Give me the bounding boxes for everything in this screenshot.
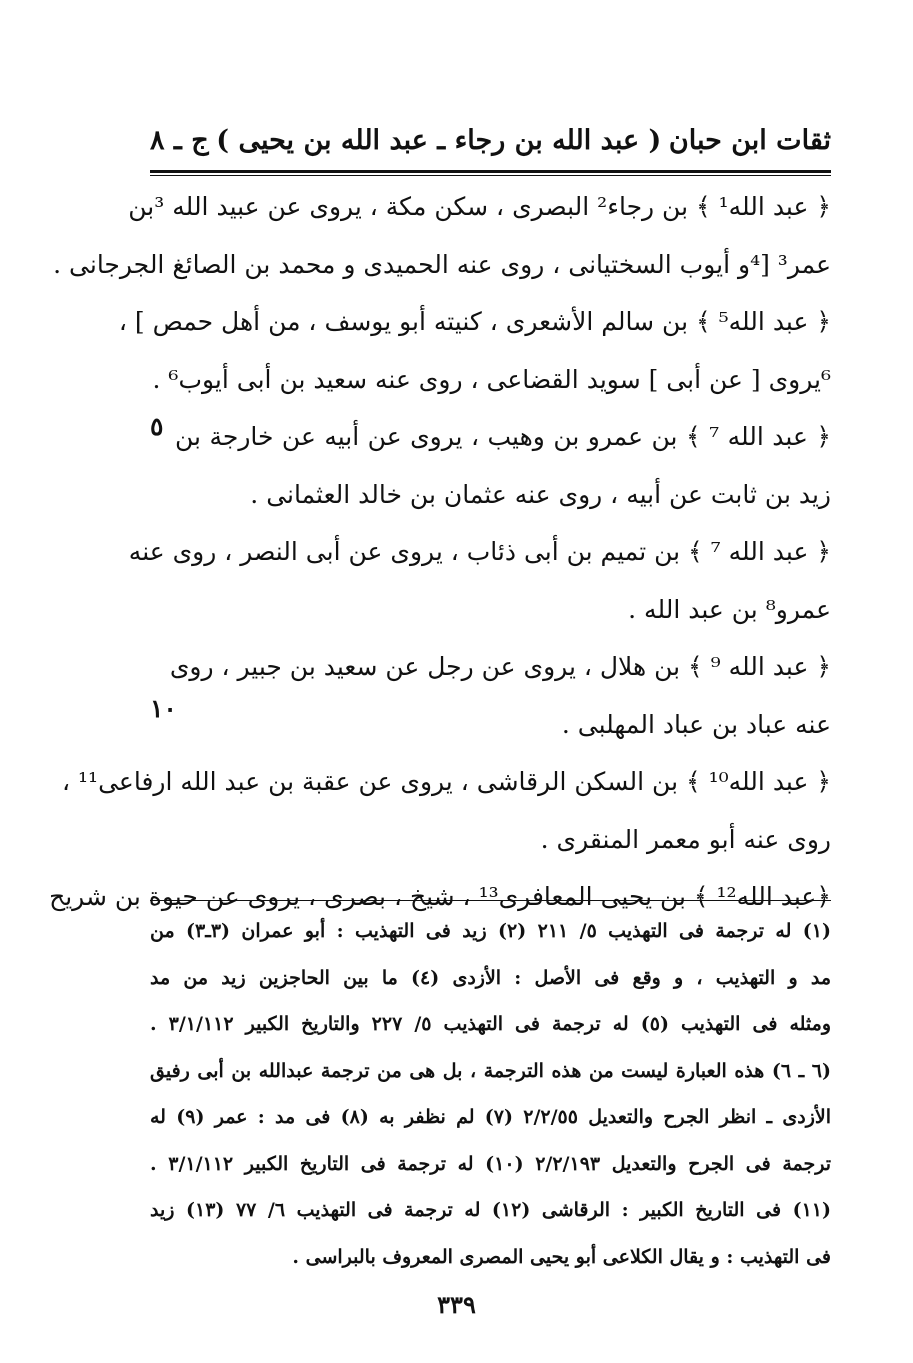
- text-line: زيد بن ثابت عن أبيه ، روى عنه عثمان بن خالد العثمانى .: [250, 479, 831, 509]
- text-line: عنه عباد بن عباد المهلبى .: [561, 709, 831, 739]
- text-line: ⁶يروى [ عن أبى ] سويد القضاعى ، روى عنه سعيد بن أبى أيوب⁶ .: [152, 364, 831, 394]
- text-line: ﴿ عبد الله¹⁰ ﴾ بن السكن الرقاشى ، يروى عن عقبة بن عبد الله ارفاعى¹¹ ،: [62, 767, 831, 796]
- running-header: [150, 118, 831, 162]
- margin-line-number: ٥: [150, 412, 164, 441]
- footnote-line: مد و التهذيب ، و وقع فى الأصل : الأزدى (٤) ما بين الحاجزين زيد من مد: [150, 966, 831, 989]
- footnotes: [150, 908, 831, 1280]
- text-line: روى عنه أبو معمر المنقرى .: [540, 824, 831, 854]
- text-line: ﴿ عبد الله ⁷ ﴾ بن تميم بن أبى ذئاب ، يروى عن أبى النصر ، روى عنه: [128, 537, 831, 566]
- footnote-line: فى التهذيب : و يقال الكلاعى أبو يحيى المصرى المعروف بالبراسى .: [292, 1245, 831, 1268]
- margin-line-number: ١٠: [150, 694, 177, 723]
- page-number: ٣٣٩: [437, 1290, 476, 1319]
- footnote-rule: [150, 900, 831, 901]
- text-line: عمر³ [⁴و أيوب السختيانى ، روى عنه الحميدى و محمد بن الصائغ الجرجانى .: [53, 249, 831, 279]
- header-rule-thin: [150, 175, 831, 176]
- header-section-range: ( عبد الله بن رجاء ـ عبد الله بن يحيى ): [216, 124, 662, 156]
- text-line: عمرو⁸ بن عبد الله .: [628, 594, 831, 624]
- text-line: ﴿ عبد الله⁵ ﴾ بن سالم الأشعرى ، كنيته أبو يوسف ، من أهل حمص ] ،: [118, 307, 831, 336]
- text-line: ﴿ عبد الله ⁹ ﴾ بن هلال ، يروى عن رجل عن سعيد بن جبير ، روى: [169, 652, 831, 681]
- footnote-line: (١) له ترجمة فى التهذيب ٥/ ٢١١ (٢) زيد فى التهذيب : أبو عمران (٣ـ٣) من: [150, 920, 832, 942]
- header-book-title: ثقات ابن حبان: [668, 124, 831, 156]
- footnote-line: (٦ ـ ٦) هذه العبارة ليست من هذه الترجمة ، بل هى من ترجمة عبدالله بن أبى رفيق: [150, 1059, 832, 1082]
- header-rule: [150, 170, 831, 173]
- footnote-line: ومثله فى التهذيب (٥) له ترجمة فى التهذيب ٥/ ٢٢٧ والتاريخ الكبير ٣/١/١١٢ .: [150, 1013, 832, 1035]
- footnote-line: ترجمة فى الجرح والتعديل ٢/٢/١٩٣ (١٠) له ترجمة فى التاريخ الكبير ٣/١/١١٢ .: [150, 1152, 832, 1175]
- text-line: ﴿عبد الله¹² ﴾ بن يحيى المعافرى¹³ ، شيخ ، بصرى ، يروى عن حيوة بن شريح: [49, 882, 831, 911]
- footnote-line: (١١) فى التاريخ الكبير : الرقاشى (١٢) له ترجمة فى التهذيب ٦/ ٧٧ (١٣) زيد: [150, 1199, 832, 1221]
- text-line: ﴿ عبد الله¹ ﴾ بن رجاء² البصرى ، سكن مكة ، يروى عن عبيد الله ³بن: [128, 192, 831, 221]
- header-volume: ج ـ ٨: [150, 124, 209, 156]
- footnote-line: الأزدى ـ انظر الجرح والتعديل ٢/٢/٥٥ (٧) لم نظفر به (٨) فى مد : عمر (٩) له: [150, 1106, 831, 1128]
- text-line: ﴿ عبد الله ⁷ ﴾ بن عمرو بن وهيب ، يروى عن أبيه عن خارجة بن: [175, 422, 831, 451]
